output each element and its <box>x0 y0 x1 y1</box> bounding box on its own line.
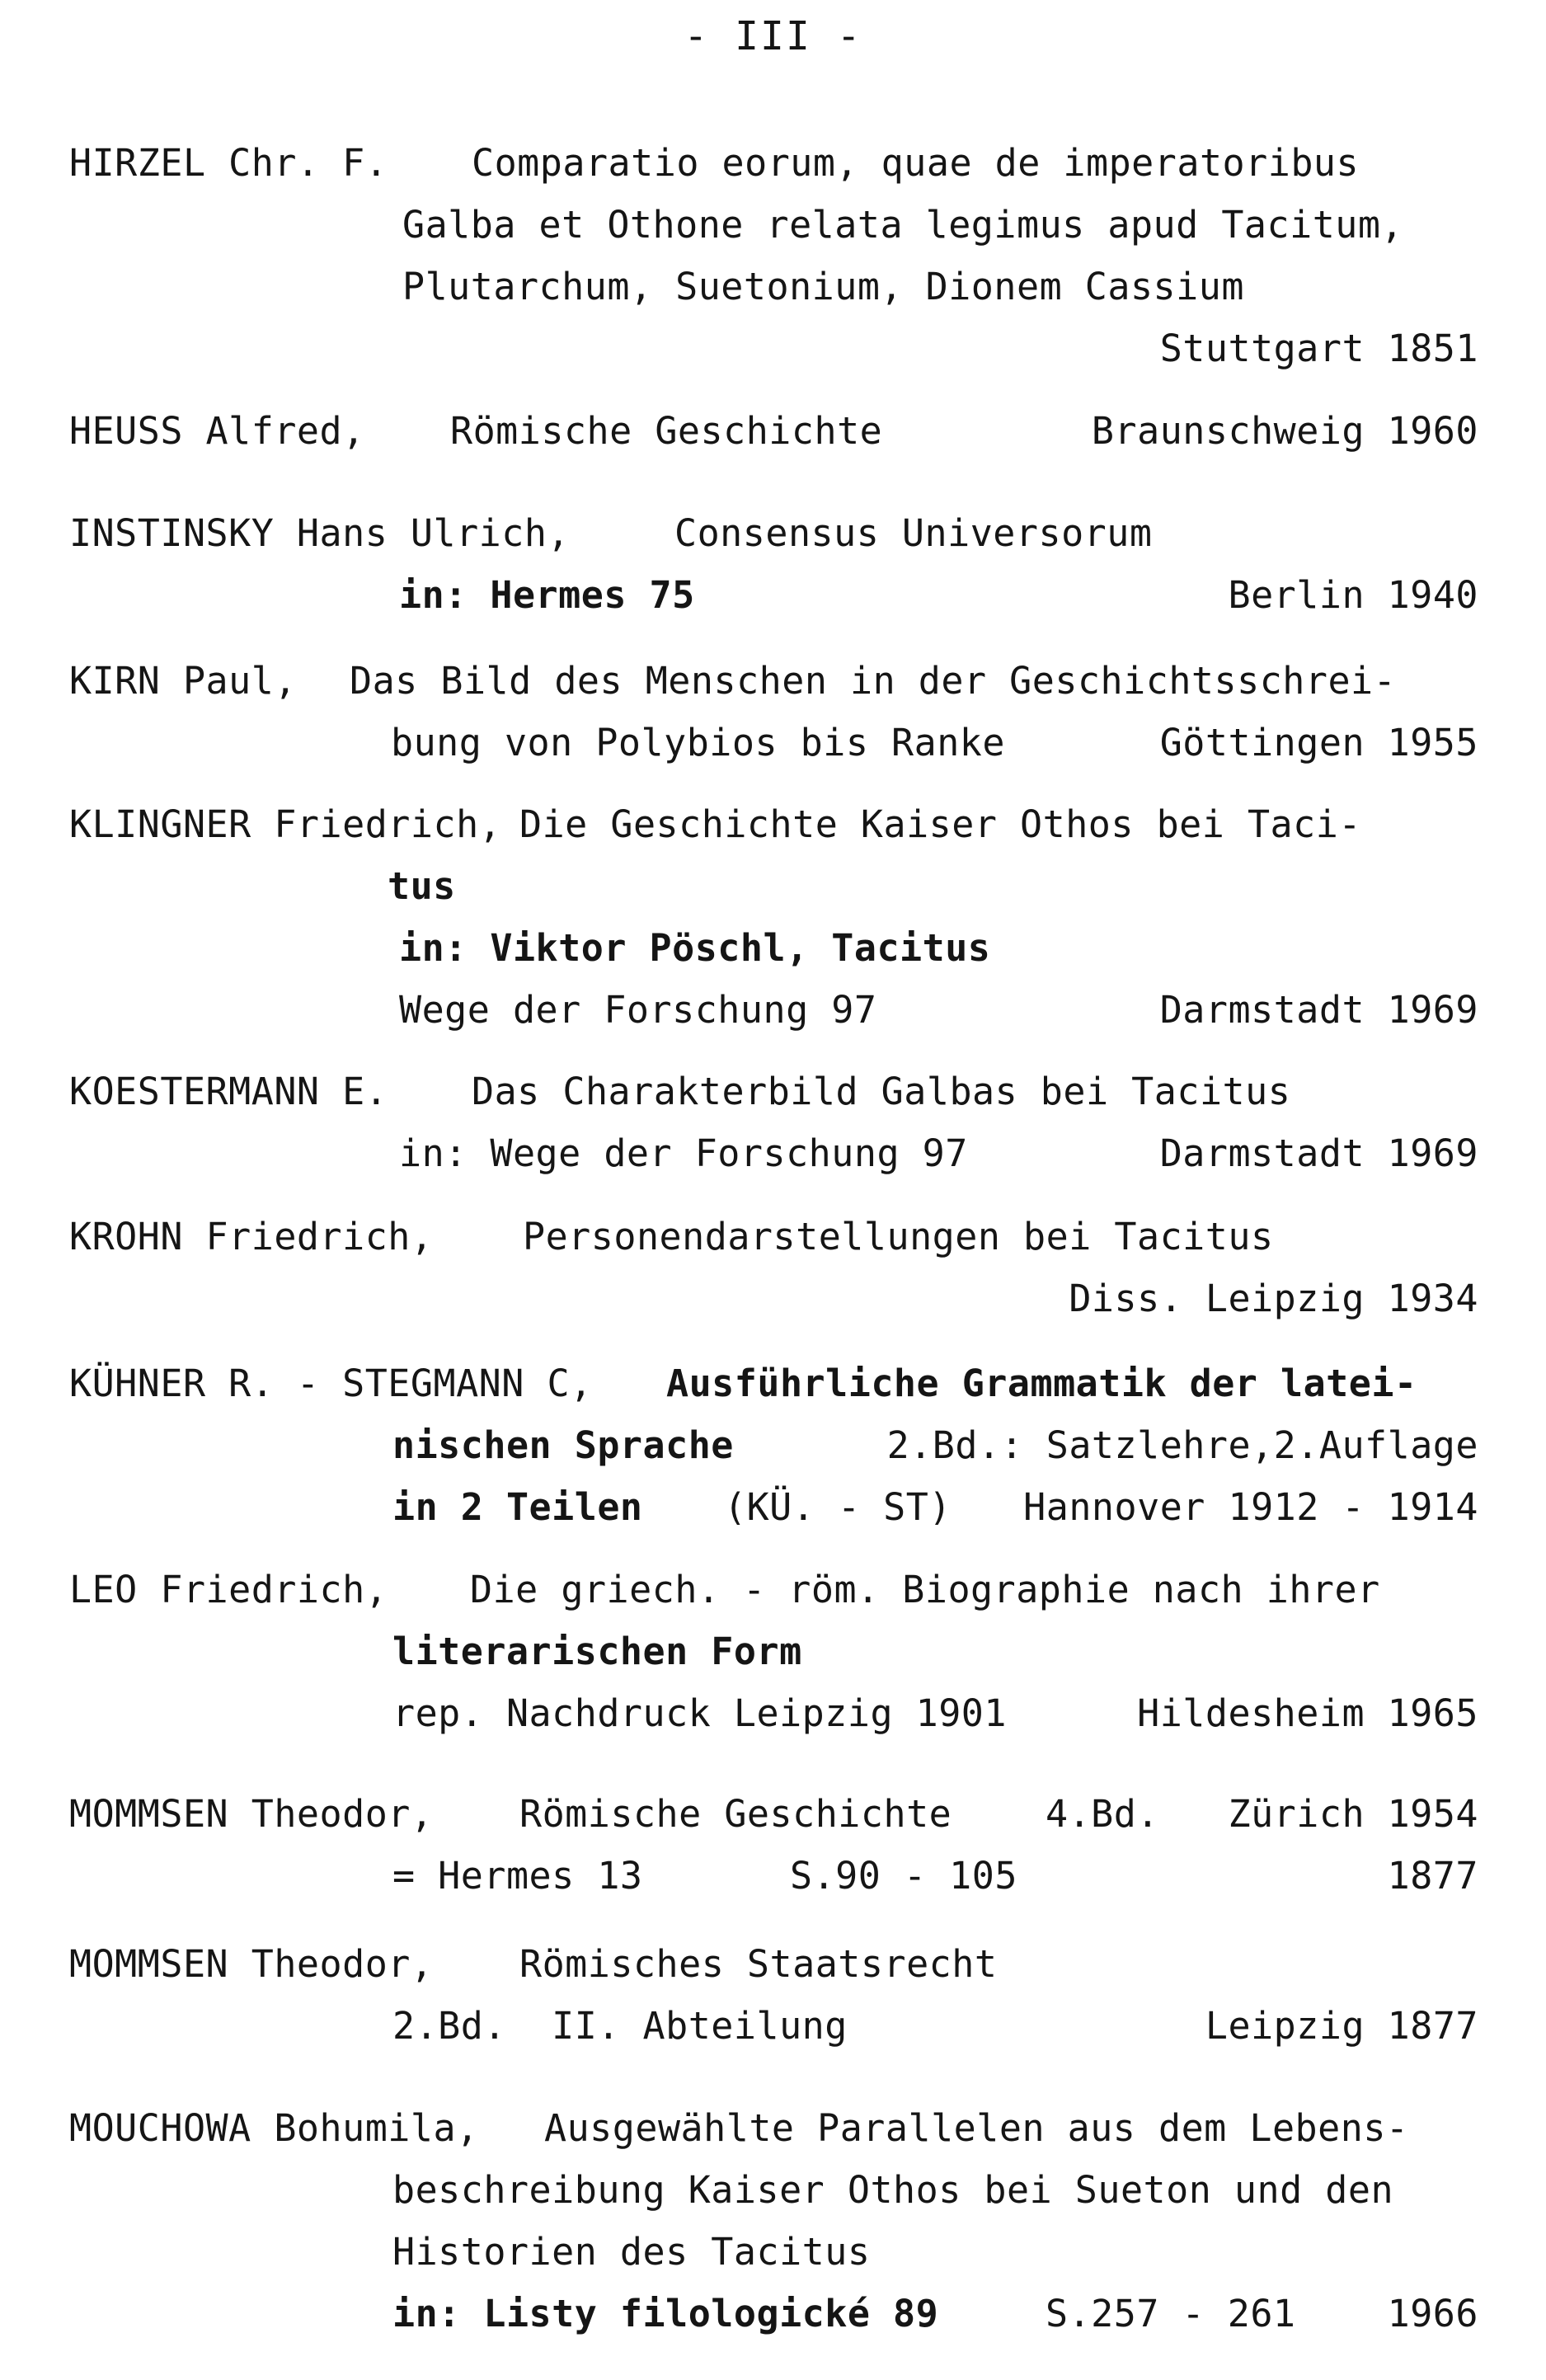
entry-place-year: Braunschweig 1960 <box>1091 409 1478 453</box>
entry-author: KÜHNER R. - STEGMANN C, <box>69 1362 593 1405</box>
entry-author: HEUSS Alfred, <box>69 409 365 453</box>
entry-title: Personendarstellungen bei Tacitus <box>523 1215 1274 1258</box>
entry-place-year: Darmstadt 1969 <box>1159 988 1478 1032</box>
entry-place-year: Zürich 1954 <box>1228 1792 1478 1836</box>
entry-title: Römische Geschichte <box>450 409 883 453</box>
entry-title: Ausführliche Grammatik der latei- <box>666 1362 1417 1405</box>
entry-author: HIRZEL Chr. F. <box>69 141 388 185</box>
entry-title: Consensus Universorum <box>674 511 1153 555</box>
entry-title-line: tus <box>388 864 456 908</box>
entry-title-line: in 2 Teilen <box>392 1485 643 1529</box>
entry-reprint: rep. Nachdruck Leipzig 1901 <box>392 1691 1007 1735</box>
entry-title-line: beschreibung Kaiser Othos bei Sueton und den <box>392 2168 1394 2212</box>
entry-author: KROHN Friedrich, <box>69 1215 434 1258</box>
entry-title: Römische Geschichte <box>519 1792 952 1836</box>
entry-source: in: Viktor Pöschl, Tacitus <box>399 926 991 970</box>
entry-author: MOUCHOWA Bohumila, <box>69 2106 479 2150</box>
entry-abbreviation: (KÜ. - ST) <box>724 1485 952 1529</box>
entry-volume: 4.Bd. <box>1046 1792 1159 1836</box>
entry-title-line: bung von Polybios bis Ranke <box>391 721 1005 764</box>
entry-title: Die griech. - röm. Biographie nach ihrer <box>470 1568 1380 1611</box>
entry-source: in: Wege der Forschung 97 <box>399 1131 968 1175</box>
entry-pages: S.90 - 105 <box>790 1854 1017 1898</box>
entry-title-line: nischen Sprache <box>392 1423 734 1467</box>
entry-author: KIRN Paul, <box>69 659 297 703</box>
entry-source: in: Listy filologické 89 <box>392 2292 939 2335</box>
entry-place-year: Göttingen 1955 <box>1159 721 1478 764</box>
entry-title: Comparatio eorum, quae de imperatoribus <box>472 141 1360 185</box>
entry-place-year: Leipzig 1877 <box>1205 2004 1478 2048</box>
entry-place-year: Hannover 1912 - 1914 <box>1023 1485 1478 1529</box>
entry-volume: 2.Bd. II. Abteilung <box>392 2004 848 2048</box>
entry-place-year: Darmstadt 1969 <box>1159 1131 1478 1175</box>
entry-author: INSTINSKY Hans Ulrich, <box>69 511 571 555</box>
entry-title: Römisches Staatsrecht <box>519 1942 998 1986</box>
entry-title: Das Charakterbild Galbas bei Tacitus <box>472 1070 1291 1113</box>
entry-title-line: Galba et Othone relata legimus apud Tacitum, <box>402 203 1404 247</box>
entry-title: Ausgewählte Parallelen aus dem Lebens- <box>544 2106 1409 2150</box>
entry-place-year: Diss. Leipzig 1934 <box>1069 1277 1478 1320</box>
entry-title-line: literarischen Form <box>392 1630 802 1673</box>
page-number: - III - <box>684 13 862 59</box>
entry-series: Wege der Forschung 97 <box>399 988 877 1032</box>
entry-author: KOESTERMANN E. <box>69 1070 388 1113</box>
entry-pages: S.257 - 261 <box>1046 2292 1296 2335</box>
entry-place-year: Hildesheim 1965 <box>1137 1691 1478 1735</box>
entry-author: MOMMSEN Theodor, <box>69 1792 434 1836</box>
entry-author: MOMMSEN Theodor, <box>69 1942 434 1986</box>
entry-author: LEO Friedrich, <box>69 1568 388 1611</box>
entry-title-line: Plutarchum, Suetonium, Dionem Cassium <box>402 265 1244 308</box>
entry-source: = Hermes 13 <box>392 1854 643 1898</box>
entry-edition: 2.Bd.: Satzlehre,2.Auflage <box>886 1423 1478 1467</box>
entry-year: 1966 <box>1387 2292 1478 2335</box>
entry-place-year: Berlin 1940 <box>1228 573 1478 617</box>
entry-year: 1877 <box>1387 1854 1478 1898</box>
entry-title: Das Bild des Menschen in der Geschichtsschrei- <box>350 659 1397 703</box>
entry-title: Die Geschichte Kaiser Othos bei Taci- <box>519 802 1361 846</box>
entry-source: in: Hermes 75 <box>399 573 695 617</box>
entry-title-line: Historien des Tacitus <box>392 2230 871 2274</box>
entry-author: KLINGNER Friedrich, <box>69 802 502 846</box>
entry-place-year: Stuttgart 1851 <box>1159 327 1478 370</box>
